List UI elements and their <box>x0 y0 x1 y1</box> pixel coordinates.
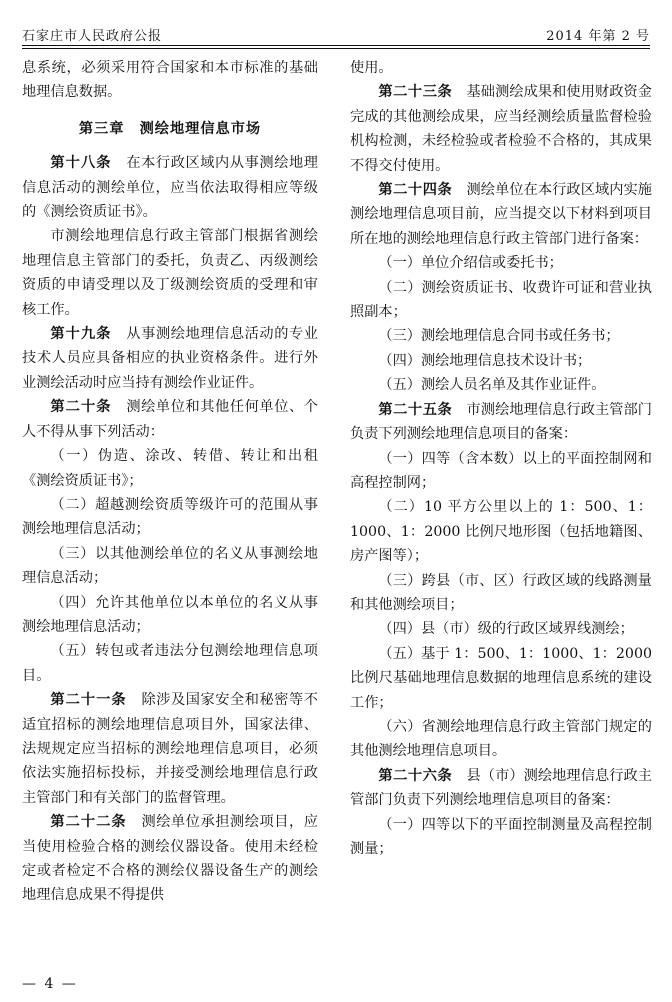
article-text: 在本行政区域内从事测绘地理信息活动的测绘单位，应当依法取得相应等级的《测绘资质证书》。 <box>22 155 318 221</box>
list-item: （三）以其他测绘单位的名义从事测绘地理信息活动； <box>22 545 318 587</box>
article-label: 第二十四条 <box>378 182 453 199</box>
article-text: 除涉及国家安全和秘密等不适宜招标的测绘地理信息项目外，国家法律、法规规定应当招标的测绘地理信息项目，必须依法实施招标投标，并接受测绘地理信息行政主管部门和有关部门的监督管理。 <box>22 692 318 806</box>
list-item: （二）测绘资质证书、收费许可证和营业执照副本； <box>350 279 652 321</box>
list-item: （五）测绘人员名单及其作业证件。 <box>378 377 606 394</box>
article-24 <box>350 178 652 251</box>
continued-paragraph: 息系统，必须采用符合国家和本市标准的基础地理信息数据。 <box>22 60 318 101</box>
list-item: （四）测绘地理信息技术设计书； <box>378 352 592 369</box>
list-item: （一）伪造、涂改、转借、转让和出租《测绘资质证书》； <box>22 448 318 489</box>
chapter-heading: 第三章 测绘地理信息市场 <box>78 120 262 137</box>
article-22 <box>22 810 318 908</box>
list-item: （一）四等以下的平面控制测量及高程控制测量； <box>350 816 652 857</box>
list-item: （二）超越测绘资质等级许可的范围从事测绘地理信息活动； <box>22 496 318 538</box>
list-item: （一）四等（含本数）以上的平面控制网和高程控制网； <box>350 450 652 491</box>
list-item: （五）转包或者违法分包测绘地理信息项目。 <box>22 643 318 684</box>
article-label: 第二十一条 <box>50 692 127 709</box>
header-rule-thick <box>22 45 650 46</box>
article-text: 从事测绘地理信息活动的专业技术人员应具备相应的执业资格条件。进行外业测绘活动时应当持有测绘作业证件。 <box>22 326 318 391</box>
list-item: （六）省测绘地理信息行政主管部门规定的其他测绘地理信息项目。 <box>350 718 652 760</box>
left-column <box>22 56 318 908</box>
article-21 <box>22 688 318 810</box>
article-label: 第二十条 <box>50 399 112 416</box>
article-19 <box>22 322 318 395</box>
article-label: 第十九条 <box>50 326 112 343</box>
article-text: 县（市）测绘地理信息行政主管部门负责下列测绘地理信息项目的备案： <box>350 767 652 809</box>
article-26 <box>350 764 652 813</box>
article-label: 第二十二条 <box>50 814 127 831</box>
article-23 <box>350 80 652 178</box>
list-item: （二）10 平方公里以上的 1：500、1：1000、1：2000 比例尺地形图（包括地籍图、房产图等）； <box>350 499 652 565</box>
article-text: 测绘单位在本行政区域内实施测绘地理信息项目前，应当提交以下材料到项目所在地的测绘地理信息行政主管部门进行备案： <box>350 182 652 247</box>
article-18 <box>22 151 318 224</box>
article-25 <box>350 398 652 447</box>
list-item: （三）测绘地理信息合同书或任务书； <box>378 328 620 345</box>
right-column <box>350 56 652 861</box>
article-20 <box>22 395 318 444</box>
list-item: （四）县（市）级的行政区域界线测绘； <box>378 621 634 638</box>
header-rule-thin <box>22 48 650 49</box>
continued-paragraph: 使用。 <box>350 60 393 76</box>
article-18-paragraph-2: 市测绘地理信息行政主管部门根据省测绘地理信息主管部门的委托，负责乙、丙级测绘资质的申请受理以及丁级测绘资质的受理和审核工作。 <box>22 228 318 318</box>
page-header <box>22 18 650 44</box>
issue-number: 2014 年第 2 号 <box>546 29 650 44</box>
article-label: 第二十六条 <box>378 767 453 784</box>
article-label: 第二十五条 <box>378 401 453 418</box>
article-text: 测绘单位和其他任何单位、个人不得从事下列活动： <box>22 399 318 440</box>
publication-title: 石家庄市人民政府公报 <box>22 29 163 44</box>
article-label: 第十八条 <box>50 155 112 172</box>
article-text: 测绘单位承担测绘项目，应当使用检验合格的测绘仪器设备。使用未经检定或者检定不合格的测绘仪器设备生产的测绘地理信息成果不得提供 <box>22 814 318 904</box>
list-item: （四）允许其他单位以本单位的名义从事测绘地理信息活动； <box>22 594 318 635</box>
list-item: （三）跨县（市、区）行政区域的线路测量和其他测绘项目； <box>350 572 652 613</box>
article-text: 基础测绘成果和使用财政资金完成的其他测绘成果，应当经测绘质量监督检验机构检测，未经检验或者检验不合格的，其成果不得交付使用。 <box>350 84 652 174</box>
list-item: （五）基于 1：500、1：1000、1：2000 比例尺基础地理信息数据的地理信息系统的建设工作； <box>350 645 652 711</box>
article-label: 第二十三条 <box>378 84 453 101</box>
list-item: （一）单位介绍信或委托书； <box>378 255 563 272</box>
page-number: — 4 — <box>22 976 78 992</box>
article-text: 市测绘地理信息行政主管部门负责下列测绘地理信息项目的备案： <box>350 401 652 443</box>
